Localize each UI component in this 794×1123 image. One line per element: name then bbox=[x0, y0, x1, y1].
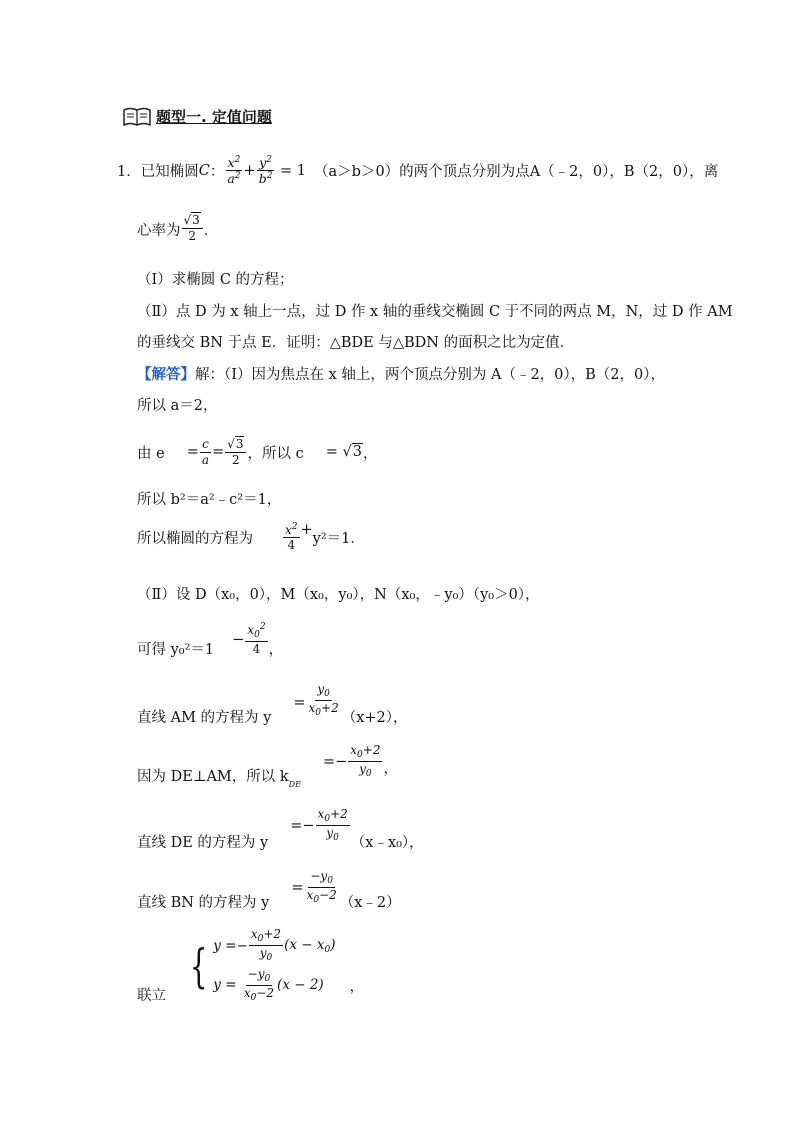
curve-name: C bbox=[198, 162, 210, 179]
y0-squared-line: 可得 y₀²＝1 − $\frac{x_0^2}{4}$ ， bbox=[137, 621, 284, 658]
part-2-setup: （Ⅱ）设 D（x₀，0），M（x₀，y₀），N（x₀，﹣y₀）（y₀＞0）， bbox=[137, 587, 540, 603]
part-1: （Ⅰ）求椭圆 C 的方程； bbox=[137, 272, 294, 288]
problem-number: 1． bbox=[117, 164, 141, 181]
point-a: A（﹣2，0）， bbox=[529, 164, 624, 181]
ecc-suffix: ． bbox=[203, 223, 219, 240]
ecc-prefix: 心率为 bbox=[137, 223, 181, 240]
problem-intro: 已知椭圆 bbox=[140, 164, 199, 181]
ecc-fraction: $\frac{√3}{2}$ bbox=[182, 214, 203, 242]
ecc-derivation: 由 e = $\frac{c}{a}$ = $\frac{√3}{2}$ ，所以 c = √3 ， bbox=[137, 437, 378, 467]
bn-line-equation: 直线 BN 的方程为 y = $\frac{-y_0}{x_0-2}$ （x﹣2） bbox=[137, 869, 401, 911]
ellipse-equation-result: 所以椭圆的方程为 $\frac{x^2}{4}$ + y²＝1． bbox=[137, 521, 365, 553]
section-title: 题型一. 定值问题 bbox=[156, 108, 272, 126]
ellipse-equation: $\frac{x^2}{a^2}$ + $\frac{y^2}{b^2}$ = 1 bbox=[227, 155, 307, 187]
part-2-line-2: 的垂线交 BN 于点 E．证明：△BDE 与△BDN 的面积之比为定值． bbox=[137, 335, 575, 351]
solution-line-2: 所以 a＝2， bbox=[137, 398, 218, 414]
point-b: B（2，0），离 bbox=[623, 164, 719, 181]
answer-tag: 【解答】 bbox=[137, 366, 195, 383]
system-of-equations: 联立 { y =− $\frac{x_0+2}{y_0}$ $(x - x_0)$ y = $\frac{-y_0}{x_0-2}$ (x − 2) ， bbox=[137, 926, 364, 1004]
colon: ： bbox=[209, 164, 225, 181]
b-squared-line: 所以 b²＝a²﹣c²＝1， bbox=[137, 492, 282, 508]
solution-line-1 bbox=[137, 363, 665, 384]
solution-text-1: 解：（Ⅰ）因为焦点在 x 轴上，两个顶点分别为 A（﹣2，0），B（2，0）， bbox=[195, 367, 666, 383]
de-line-equation: 直线 DE 的方程为 y =− $\frac{x_0+2}{y_0}$ （x﹣x₀）， bbox=[137, 807, 424, 851]
eccentricity-line bbox=[137, 213, 219, 243]
de-perpendicular-line: 因为 DE⊥AM，所以 k DE =− $\frac{x_0+2}{y_0}$ ， bbox=[137, 743, 398, 789]
problem-line-1 bbox=[117, 156, 718, 185]
section-header bbox=[122, 106, 272, 127]
am-line-equation: 直线 AM 的方程为 y = $\frac{y_0}{x_0+2}$ （x+2）， bbox=[137, 682, 408, 726]
book-icon bbox=[122, 107, 152, 127]
part-2-line-1: （Ⅱ）点 D 为 x 轴上一点，过 D 作 x 轴的垂线交椭圆 C 于不同的两点 M，N，过 D 作 AM bbox=[137, 304, 733, 320]
problem-condition: （a＞b＞0）的两个顶点分别为点 bbox=[314, 164, 530, 181]
